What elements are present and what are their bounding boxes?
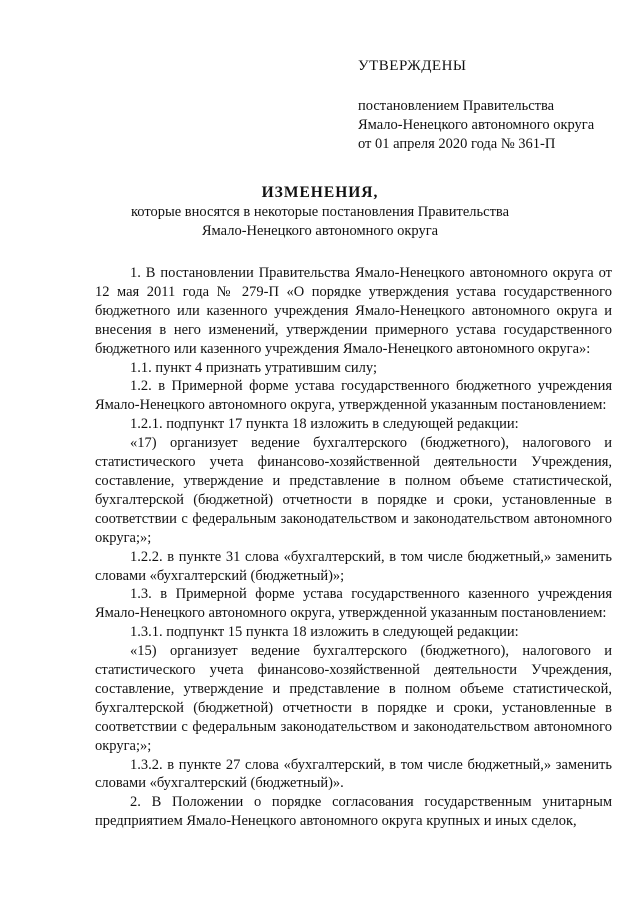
document-body <box>95 264 612 831</box>
approval-line: Ямало-Ненецкого автономного округа <box>358 117 595 133</box>
paragraph-1-2-1: 1.2.1. подпункт 17 пункта 18 изложить в следующей редакции: <box>130 416 519 433</box>
document-title: ИЗМЕНЕНИЯ, <box>261 184 379 201</box>
paragraph-1-2-2: 1.2.2. в пункте 31 слова «бухгалтерский, в том числе бюджетный,» заменить словами «бухгалтерский (бюджетный)»; <box>95 548 612 584</box>
paragraph-2: 2. В Положении о порядке согласования государственным унитарным предприятием Ямало-Ненецкого автономного округа крупных и иных сделок, <box>95 794 612 830</box>
document-subtitle-line: Ямало-Ненецкого автономного округа <box>201 223 439 239</box>
paragraph-1-2: 1.2. в Примерной форме устава государственного бюджетного учреждения Ямало-Ненецкого автономного округа, утвержденной указанным постановлением: <box>95 378 612 414</box>
approval-line: от 01 апреля 2020 года № 361-П <box>358 136 556 152</box>
paragraph-1: 1. В постановлении Правительства Ямало-Ненецкого автономного округа от 12 мая 2011 года № 279-П «О порядке утверждения устава государственного бюджетного или казенного учреждения Ямало-Ненецкого автономного округа и внесения в него изменений, утверждении примерного устава государственного бюджетного или казенного учреждения Ямало-Ненецкого автономного округа»: <box>95 265 612 357</box>
paragraph-1-3-1: 1.3.1. подпункт 15 пункта 18 изложить в следующей редакции: <box>130 624 519 641</box>
approval-line: постановлением Правительства <box>358 98 555 114</box>
document-heading <box>0 183 640 241</box>
approval-title: УТВЕРЖДЕНЫ <box>358 58 467 74</box>
paragraph-1-1: 1.1. пункт 4 признать утратившим силу; <box>130 359 377 376</box>
approval-block <box>358 58 628 154</box>
paragraph-1-3: 1.3. в Примерной форме устава государственного казенного учреждения Ямало-Ненецкого автономного округа, утвержденной указанным постановлением: <box>95 586 612 622</box>
document-subtitle-line: которые вносятся в некоторые постановления Правительства <box>130 204 510 220</box>
paragraph-quote-17: «17) организует ведение бухгалтерского (бюджетного), налогового и статистического учета финансово-хозяйственной деятельности Учреждения, составление, утверждение и представление в полном объеме статистической, бухгалтерской (бюджетной) отчетности в порядке и сроки, установленные в соответствии с федеральным законодательством и законодательством автономного округа;»; <box>95 435 612 546</box>
paragraph-1-3-2: 1.3.2. в пункте 27 слова «бухгалтерский, в том числе бюджетный,» заменить словами «бухгалтерский (бюджетный)». <box>95 756 612 792</box>
paragraph-quote-15: «15) организует ведение бухгалтерского (бюджетного), налогового и статистического учета финансово-хозяйственной деятельности Учреждения, составление, утверждение и представление в полном объеме статистической, бухгалтерской (бюджетной) отчетности в порядке и сроки, установленные в соответствии с федеральным законодательством и законодательством автономного округа;»; <box>95 643 612 754</box>
